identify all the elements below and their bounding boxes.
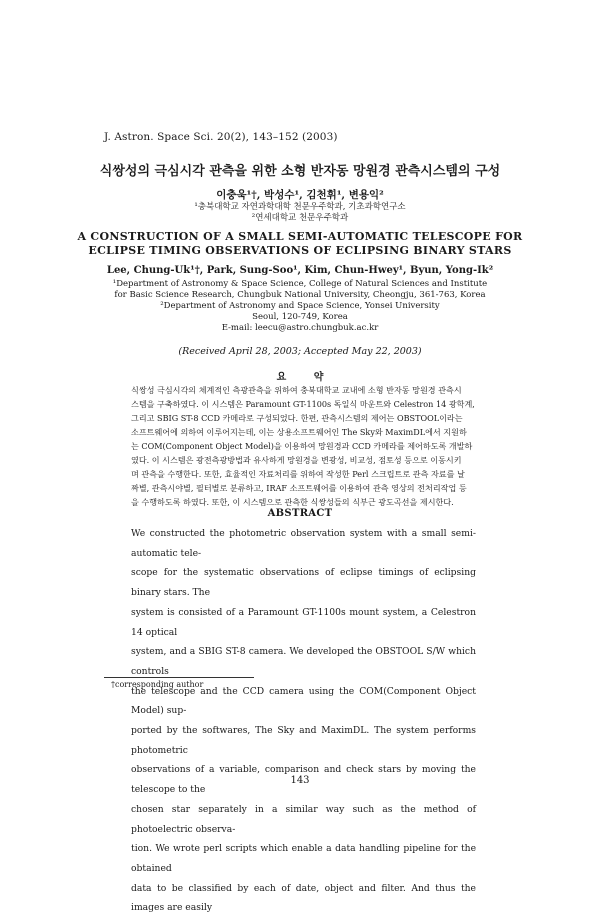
korean-abstract-line: 그리고 SBIG ST-8 CCD 카메라로 구성되었다. 한편, 관측시스템의 제어는 OBSTOOL이라는 bbox=[131, 413, 463, 423]
abstract-line: data to be classified by each of date, object and filter. And thus the images are easily bbox=[131, 882, 476, 914]
page-number: 143 bbox=[290, 775, 310, 786]
abstract-line: tion. We wrote perl scripts which enable a data handling pipeline for the obtained bbox=[131, 843, 476, 874]
korean-title: 식쌍성의 극심시각 관측을 위한 소형 반자동 망원경 관측시스템의 구성 bbox=[99, 164, 501, 179]
english-affiliation-line-3: ²Department of Astronomy and Space Science, Yonsei University bbox=[160, 301, 440, 311]
korean-abstract-heading: 요 약 bbox=[276, 372, 324, 383]
footnote: †corresponding author bbox=[111, 680, 204, 689]
korean-abstract bbox=[131, 383, 476, 509]
english-title-line-1: A CONSTRUCTION OF A SMALL SEMI-AUTOMATIC TELESCOPE FOR bbox=[77, 230, 523, 243]
korean-abstract-line: 식쌍성 극심시각의 체계적인 측광관측을 위하여 충북대학교 교내에 소형 반자동 망원경 관측시 bbox=[131, 385, 462, 395]
abstract-line: We constructed the photometric observation system with a small semi-automatic tele- bbox=[131, 528, 476, 559]
received-accepted-dates: (Received April 28, 2003; Accepted May 22, 2003) bbox=[178, 346, 422, 357]
abstract-line: chosen star separately in a similar way such as the method of photoelectric observa- bbox=[131, 803, 476, 835]
abstract-line: scope for the systematic observations of eclipse timings of eclipsing binary stars. The bbox=[131, 567, 476, 599]
korean-abstract-line: 스템을 구축하였다. 이 시스템은 Paramount GT-1100s 독일식 마운트와 Celestron 14 광학계, bbox=[131, 399, 475, 409]
korean-abstract-line: 였다. 이 시스템은 광전측광방법과 유사하게 망원경을 변광성, 비교성, 점토성 등으로 이동시키 bbox=[131, 455, 462, 465]
abstract-line: observations of a variable, comparison and check stars by moving the telescope to the bbox=[131, 764, 476, 796]
korean-abstract-line: 소프트웨어에 의하여 이루어지는데, 이는 상용소프트웨어인 The Sky와 MaximDL에서 지원하 bbox=[131, 427, 467, 437]
abstract-line: the telescope and the CCD camera using the COM(Component Object Model) sup- bbox=[131, 685, 476, 717]
abstract-heading: ABSTRACT bbox=[267, 508, 333, 519]
journal-citation: J. Astron. Space Sci. 20(2), 143–152 (2003) bbox=[104, 131, 338, 143]
footnote-divider bbox=[104, 677, 254, 678]
korean-affiliation-1: ¹충북대학교 자연과학대학 천문우주학과, 기초과학연구소 bbox=[194, 202, 406, 212]
korean-authors: 이충욱¹†, 박성수¹, 김천휘¹, 변용익² bbox=[216, 189, 384, 201]
abstract-line: ported by the softwares, The Sky and MaximDL. The system performs photometric bbox=[131, 725, 476, 756]
english-authors: Lee, Chung-Uk¹†, Park, Sung-Soo¹, Kim, Chun-Hwey¹, Byun, Yong-Ik² bbox=[106, 265, 494, 276]
abstract-line: system, and a SBIG ST-8 camera. We developed the OBSTOOL S/W which controls bbox=[131, 646, 476, 677]
korean-affiliation-2: ²연세대학교 천문우주학과 bbox=[251, 213, 349, 223]
english-affiliation-line-1: ¹Department of Astronomy & Space Science, College of Natural Sciences and Institute bbox=[112, 279, 488, 289]
korean-abstract-line: 을 수행하도록 하였다. 또한, 이 시스템으로 관측한 식쌍성들의 식부근 광도곡선을 제시한다. bbox=[131, 497, 454, 507]
abstract-body bbox=[131, 524, 476, 918]
korean-abstract-line: 며 관측을 수행한다. 또한, 효율적인 자료처리를 위하여 작성한 Perl 스크립트로 관측 자료를 날 bbox=[131, 469, 465, 479]
korean-abstract-line: 는 COM(Component Object Model)을 이용하여 망원경과 CCD 카메라를 제어하도록 개발하 bbox=[131, 441, 473, 451]
abstract-line: system is consisted of a Paramount GT-1100s mount system, a Celestron 14 optical bbox=[131, 606, 476, 638]
english-affiliation-line-2: for Basic Science Research, Chungbuk National University, Cheongju, 361-763, Korea bbox=[114, 290, 486, 300]
english-title-line-2: ECLIPSE TIMING OBSERVATIONS OF ECLIPSING BINARY STARS bbox=[88, 244, 512, 257]
korean-abstract-line: 짜별, 관측시야별, 필터별로 분류하고, IRAF 소프트웨어를 이용하여 관측 영상의 전처리작업 등 bbox=[131, 483, 467, 493]
author-email: E-mail: leecu@astro.chungbuk.ac.kr bbox=[221, 323, 379, 333]
english-affiliation-line-4: Seoul, 120-749, Korea bbox=[252, 312, 348, 322]
